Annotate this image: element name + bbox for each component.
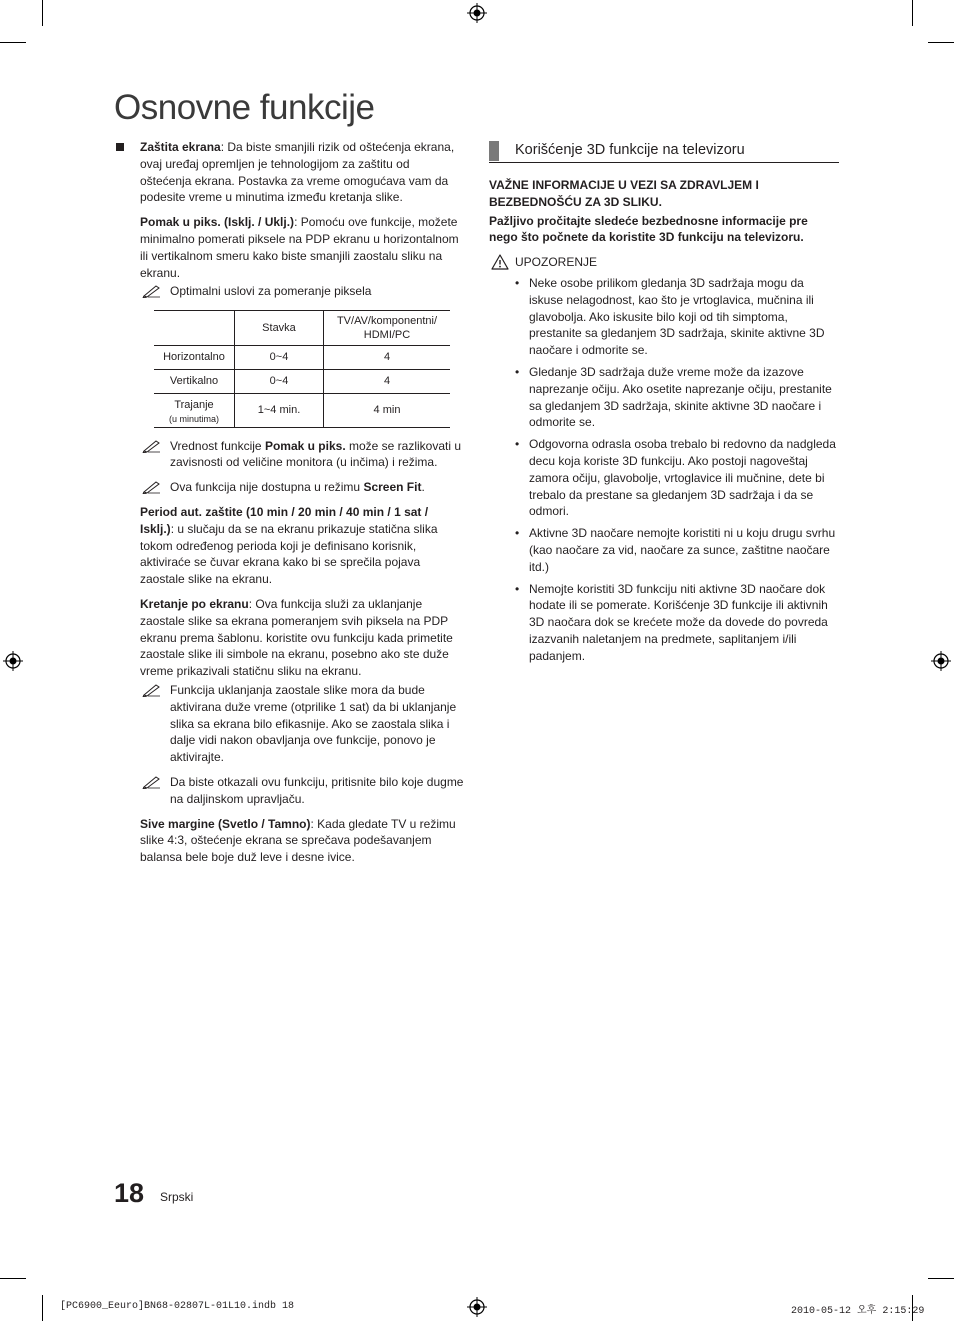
note-availability-text-b: Screen Fit	[363, 480, 422, 495]
table-header-row	[154, 311, 450, 346]
table-row-label: Horizontalno	[154, 346, 235, 370]
list-item: • Neke osobe prilikom gledanja 3D sadržaja mogu da iskuse nelagodnost, kao što je vrtoglavica, mučnina ili glavobolja. Ako iskusite bilo koji od tih simptoma, prestanite sa gledanjem 3D sadržaja, skinite aktivne 3D naočare i odmorite se.	[489, 275, 839, 359]
note-cancel	[140, 774, 464, 808]
crop-mark	[928, 1278, 954, 1279]
auto-protection-text: : u slučaju da se na ekranu prikazuje statična slika tokom određenog perioda koji je definisano korisnik, aktiviraće se čuvar ekrana kako bi se sprečila pojava zaostale slike na ekranu.	[140, 521, 438, 587]
list-item: • Gledanje 3D sadržaja duže vreme može da izazove naprezanje očiju. Ako osetite naprezanje očiju, prestanite sa gledanjem 3D sadržaja, skinite aktivne 3D naočare i odmorite se.	[489, 364, 839, 431]
section-divider	[489, 162, 839, 163]
table-cell: 0~4	[235, 369, 324, 393]
note-availability-text-a: Ova funkcija nije dostupna u režimu	[170, 480, 364, 495]
note-removal	[140, 682, 464, 766]
section-heading	[489, 140, 839, 160]
warning-triangle-icon	[491, 254, 509, 270]
gray-margins-label: Sive margine (Svetlo / Tamno)	[140, 816, 311, 831]
table-cell: 4	[324, 346, 451, 370]
pixel-shift-table	[154, 310, 450, 427]
table-cell: 1~4 min.	[235, 393, 324, 427]
table-row	[154, 393, 450, 427]
registration-mark-icon	[3, 651, 23, 671]
table-row-label: Vertikalno	[154, 369, 235, 393]
table-header-cell	[154, 311, 235, 346]
warning-label: UPOZORENJE	[515, 255, 598, 270]
slug-file: [PC6900_Eeuro]BN68-02807L-01L10.indb 18	[60, 1301, 295, 1312]
note-removal-text: Funkcija uklanjanja zaostale slike mora da bude aktivirana duže vreme (otprilike 1 sat) da bi uklanjanje slika sa ekrana bilo efikasnije. Ako se zaostala slika i dalje vidi nakon obavljanja ove funkcije, ponovo je aktivirajte.	[170, 682, 457, 765]
screen-protection-paragraph	[140, 139, 464, 206]
table-row	[154, 369, 450, 393]
note-pen-icon	[142, 775, 162, 789]
section-title: Korišćenje 3D funkcije na televizoru	[515, 142, 745, 158]
gray-margins-text: : Kada gledate TV u režimu slike 4:3, oštećenje ekrana se sprečava podešavanjem balansa bele boje duž leve i desne ivice.	[140, 816, 456, 865]
auto-protection-paragraph	[140, 504, 464, 588]
square-bullet-icon	[116, 143, 124, 151]
table-row-label-sub: (u minutima)	[168, 413, 219, 424]
warning-heading	[489, 254, 839, 271]
page-number: 18	[114, 1178, 145, 1208]
crop-mark	[0, 42, 26, 43]
note-pen-icon	[142, 284, 162, 298]
note-value-text-a: Vrednost funkcije	[170, 438, 265, 453]
note-availability	[140, 479, 464, 496]
scrolling-label: Kretanje po ekranu	[140, 596, 249, 611]
registration-mark-icon	[931, 651, 951, 671]
table-header-cell: Stavka	[235, 311, 324, 346]
pixel-shift-paragraph	[140, 214, 464, 281]
page-title: Osnovne funkcije	[114, 88, 375, 127]
screen-protection-text: : Da biste smanjili rizik od oštećenja ekrana, ovaj uređaj opremljen je tehnologijom za zaštitu od oštećenja ekrana. Postavka za vreme omogućava vam da podesite vreme u minutima između kretanja slike.	[140, 140, 455, 205]
section-bar	[489, 141, 499, 161]
note-value-text-b: Pomak u piks.	[264, 438, 346, 453]
note-availability-text-c: .	[421, 480, 425, 495]
pixel-shift-label: Pomak u piks. (Isklj. / Uklj.)	[140, 215, 295, 230]
gray-margins-paragraph	[140, 816, 464, 866]
table-cell: 4	[324, 369, 451, 393]
crop-mark	[912, 0, 913, 26]
table-header-cell: TV/AV/komponentni/ HDMI/PC	[324, 311, 451, 346]
crop-mark	[42, 1295, 43, 1321]
important-heading: VAŽNE INFORMACIJE U VEZI SA ZDRAVLJEM I BEZBEDNOŠĆU ZA 3D SLIKU.	[489, 178, 759, 209]
pixel-shift-text: : Pomoću ove funkcije, možete minimalno pomerati piksele na PDP ekranu u horizontalnom ili vertikalnom smeru kako biste smanjili zaostalu sliku na ekranu.	[140, 215, 459, 280]
note-pen-icon	[142, 683, 162, 697]
slug-date: 2010-05-12 오후 2:15:29	[791, 1306, 925, 1317]
note-value	[140, 438, 464, 472]
list-item: • Aktivne 3D naočare nemojte koristiti ni u koju drugu svrhu (kao naočare za vid, naočare za sunce, zaštitne naočare itd.)	[489, 525, 839, 575]
important-intro: Pažljivo pročitajte sledeće bezbednosne informacije pre nego što počnete da koristite 3D funkciju na televizoru.	[489, 213, 808, 245]
table-row-label	[154, 393, 235, 427]
warning-list	[489, 275, 839, 665]
auto-protection-label: Period aut. zaštite (10 min / 20 min / 40 min / 1 sat / Isklj.)	[140, 504, 429, 536]
crop-mark	[0, 1278, 26, 1279]
crop-mark	[928, 42, 954, 43]
registration-mark-icon	[467, 1297, 487, 1317]
scrolling-paragraph	[140, 596, 464, 680]
note-cancel-text: Da biste otkazali ovu funkciju, pritisnite bilo koje dugme na daljinskom upravljaču.	[170, 774, 464, 806]
table-cell: 4 min	[324, 393, 451, 427]
registration-mark-icon	[467, 3, 487, 23]
table-cell: 0~4	[235, 346, 324, 370]
note-value-text-c: može se razlikovati u zavisnosti od veličine monitora (u inčima) i režima.	[170, 438, 462, 470]
footer-language: Srpski	[160, 1190, 194, 1204]
table-row-label-main: Trajanje	[174, 398, 214, 411]
note-pen-icon	[142, 439, 162, 453]
note-pen-icon	[142, 480, 162, 494]
scrolling-text: : Ova funkcija služi za uklanjanje zaostale slike sa ekrana pomeranjem svih piksela na PDP ekranu prema šablonu. koristite ovu funkciju kada primetite zaostale slike ili simbole na ekranu, posebno ako ste duže vreme prikazivali statičnu sliku na ekranu.	[140, 596, 453, 679]
screen-protection-label: Zaštita ekrana	[140, 140, 221, 154]
list-item: • Odgovorna odrasla osoba trebalo bi redovno da nadgleda decu koja koriste 3D funkciju. Ako postoji nagoveštaj zamora očiju, glavobolje, vrtoglavice ili mučnine, dete bi trebalo da prestane sa gledanjem 3D sadržaja i da se odmori.	[489, 436, 839, 520]
table-row	[154, 346, 450, 370]
note-optimal	[140, 283, 464, 300]
list-item: • Nemojte koristiti 3D funkciju niti aktivne 3D naočare dok hodate ili se pomerate. Korišćenje 3D funkcije ili aktivnih 3D naočara dok se krećete može da dovede do povreda izazvanih naletanjem na predmete, saplitanjem i/ili padanjem.	[489, 581, 839, 665]
crop-mark	[42, 0, 43, 26]
note-optimal-text: Optimalni uslovi za pomeranje piksela	[170, 284, 372, 299]
left-column	[140, 139, 464, 874]
right-column	[489, 140, 839, 670]
